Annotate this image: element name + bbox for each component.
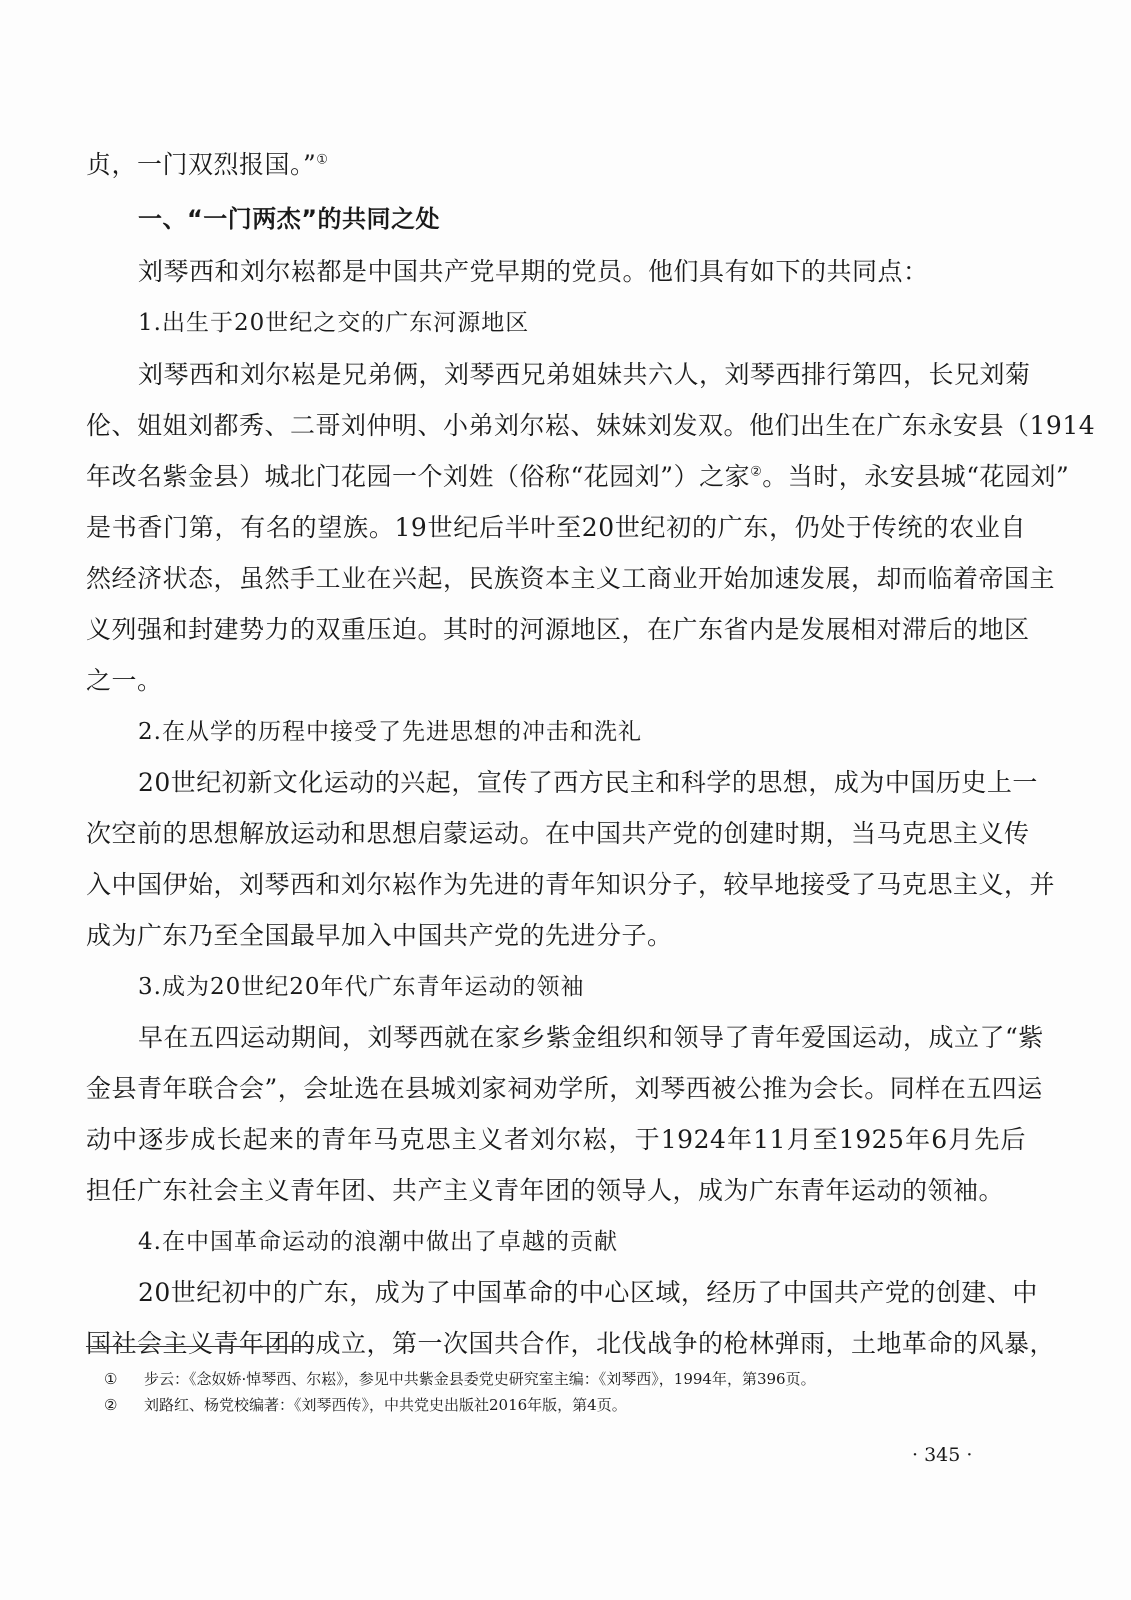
- footnote-ref-1[interactable]: ①: [316, 152, 329, 168]
- footnote-mark: ①: [104, 1370, 118, 1388]
- paragraph-line: 入中国伊始，刘琴西和刘尔崧作为先进的青年知识分子，较早地接受了马克思主义，并: [86, 870, 1056, 899]
- paragraph-line: 是书香门第，有名的望族。19世纪后半叶至20世纪初的广东，仍处于传统的农业自: [86, 513, 1026, 542]
- footnote-text: 步云：《念奴娇·悼琴西、尔崧》，参见中共紫金县委党史研究室主编：《刘琴西》，1994年，第396页。: [144, 1370, 816, 1388]
- paragraph-line: 动中逐步成长起来的青年马克思主义者刘尔崧，于1924年11月至1925年6月先后: [86, 1125, 1026, 1154]
- paragraph-line: 贞，一门双烈报国。”①: [86, 150, 329, 179]
- footnote-divider: [86, 1346, 314, 1347]
- paragraph-line: 年改名紫金县）城北门花园一个刘姓（俗称“花园刘”）之家②。当时，永安县城“花园刘”: [86, 462, 1070, 491]
- paragraph-line: 次空前的思想解放运动和思想启蒙运动。在中国共产党的创建时期，当马克思主义传: [86, 819, 1030, 848]
- paragraph-line: 伦、姐姐刘都秀、二哥刘仲明、小弟刘尔崧、妹妹刘发双。他们出生在广东永安县（1914: [86, 411, 1096, 440]
- subheading: 4.在中国革命运动的浪潮中做出了卓越的贡献: [138, 1229, 618, 1255]
- paragraph-line: 成为广东乃至全国最早加入中国共产党的先进分子。: [86, 921, 673, 950]
- paragraph-line: 刘琴西和刘尔崧是兄弟俩，刘琴西兄弟姐妹共六人，刘琴西排行第四，长兄刘菊: [138, 360, 1031, 389]
- footnote-ref-2[interactable]: ②: [750, 464, 763, 480]
- footnote-text: 刘路红、杨党校编著：《刘琴西传》，中共党史出版社2016年版，第4页。: [144, 1396, 627, 1414]
- subheading: 2.在从学的历程中接受了先进思想的冲击和洗礼: [138, 719, 642, 745]
- paragraph-line: 20世纪初中的广东，成为了中国革命的中心区域，经历了中国共产党的创建、中: [138, 1278, 1038, 1307]
- footnote-mark: ②: [104, 1396, 118, 1414]
- subheading: 1.出生于20世纪之交的广东河源地区: [138, 310, 530, 336]
- paragraph-line: 之一。: [86, 666, 163, 695]
- paragraph-line: 担任广东社会主义青年团、共产主义青年团的领导人，成为广东青年运动的领袖。: [86, 1176, 1005, 1205]
- section-heading: 一、“一门两杰”的共同之处: [138, 205, 441, 233]
- paragraph-line: 20世纪初新文化运动的兴起，宣传了西方民主和科学的思想，成为中国历史上一: [138, 768, 1038, 797]
- paragraph-line: 义列强和封建势力的双重压迫。其时的河源地区，在广东省内是发展相对滞后的地区: [86, 615, 1030, 644]
- paragraph-line: 金县青年联合会”，会址选在县城刘家祠劝学所，刘琴西被公推为会长。同样在五四运: [86, 1074, 1043, 1103]
- paragraph-line: 国社会主义青年团的成立，第一次国共合作，北伐战争的枪林弹雨，土地革命的风暴，: [86, 1329, 1056, 1358]
- page-number: · 345 ·: [912, 1444, 973, 1466]
- paragraph-line: 然经济状态，虽然手工业在兴起，民族资本主义工商业开始加速发展，却而临着帝国主: [86, 564, 1056, 593]
- paragraph-line: 早在五四运动期间，刘琴西就在家乡紫金组织和领导了青年爱国运动，成立了“紫: [138, 1023, 1044, 1052]
- footnote-1: [104, 1368, 816, 1390]
- footnote-2: [104, 1394, 627, 1416]
- paragraph-line: 刘琴西和刘尔崧都是中国共产党早期的党员。他们具有如下的共同点：: [138, 257, 929, 286]
- subheading: 3.成为20世纪20年代广东青年运动的领袖: [138, 974, 585, 1000]
